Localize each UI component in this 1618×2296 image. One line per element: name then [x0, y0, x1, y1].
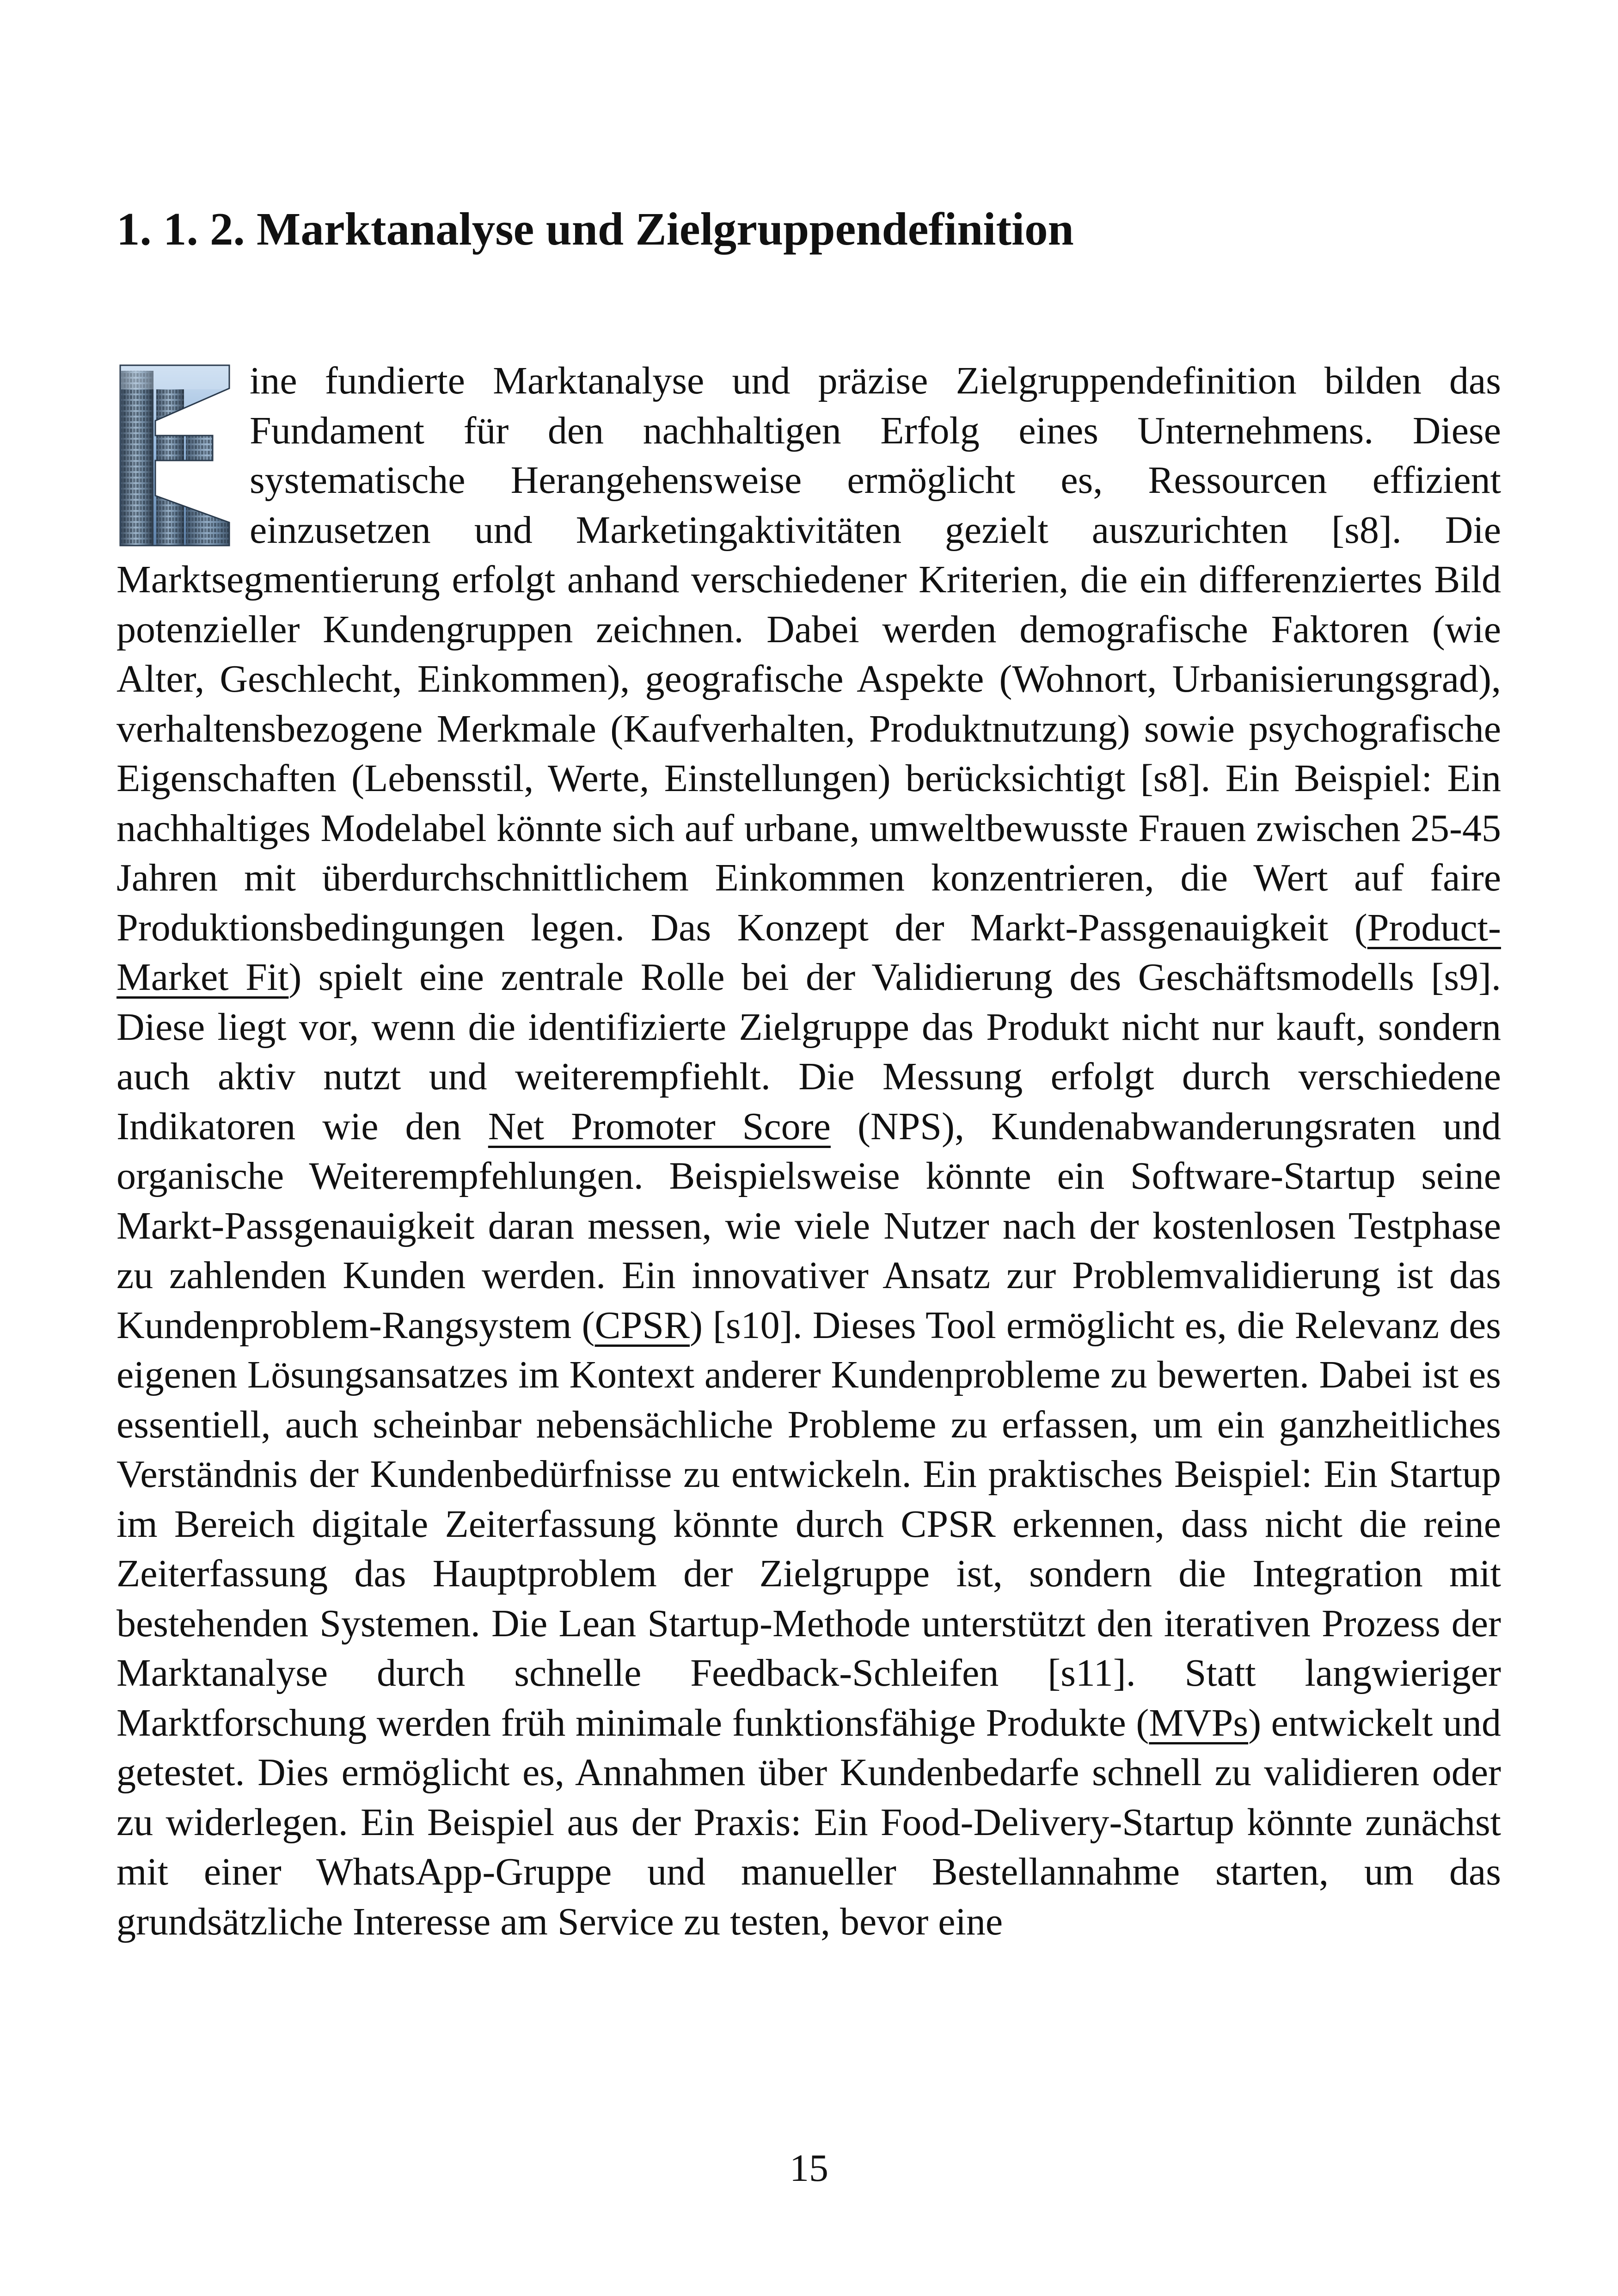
- section-heading: 1. 1. 2. Marktanalyse und Zielgruppendefinition: [116, 203, 1074, 255]
- body-paragraph: [116, 356, 1501, 1946]
- net-promoter-score-link[interactable]: Net Promoter Score: [488, 1105, 831, 1148]
- cpsr-link[interactable]: CPSR: [594, 1303, 690, 1347]
- body-text-segment: ) entwickelt und getestet. Dies ermöglicht es, Annahmen über Kundenbedarfe schnell zu validieren oder zu widerlegen. Ein Beispiel aus der Praxis: Ein Food-Delivery-Startup könnte zunächst mit einer WhatsApp-Gruppe und manueller Bestellannahme starten, um das grundsätzliche Interesse am Service zu testen, bevor eine: [116, 1701, 1501, 1943]
- product-market-fit-link[interactable]: Product-Market Fit: [116, 906, 1501, 999]
- body-text-segment: ) [s10]. Dieses Tool ermöglicht es, die Relevanz des eigenen Lösungsansatzes im Kontext anderer Kundenprobleme zu bewerten. Dabei ist es essentiell, auch scheinbar nebensächliche Probleme zu erfassen, um ein ganzheitliches Verständnis der Kundenbedürfnisse zu entwickeln. Ein praktisches Beispiel: Ein Startup im Bereich digitale Zeiterfassung könnte durch CPSR erkennen, dass nicht die reine Zeiterfassung das Hauptproblem der Zielgruppe ist, sondern die Integration mit bestehenden Systemen. Die Lean Startup-Methode unterstützt den iterativen Prozess der Marktanalyse durch schnelle Feedback-Schleifen [s11]. Statt langwieriger Marktforschung werden früh minimale funktionsfähige Produkte (: [116, 1303, 1501, 1744]
- body-text-segment: (NPS), Kundenabwanderungsraten und organische Weiterempfehlungen. Beispielsweise könnte ein Software-Startup seine Markt-Passgenauigkeit daran messen, wie viele Nutzer nach der kostenlosen Testphase zu zahlenden Kunden werden. Ein innovativer Ansatz zur Problemvalidierung ist das Kundenproblem-Rangsystem (: [116, 1105, 1501, 1347]
- body-text-segment: ine fundierte Marktanalyse und präzise Zielgruppendefinition bilden das Fundament für den nachhaltigen Erfolg eines Unternehmens. Diese systematische Herangehensweise ermöglicht es, Ressourcen effizient einzusetzen und Marketingaktivitäten gezielt auszurichten [s8]. Die Marktsegmentierung erfolgt anhand verschiedener Kriterien, die ein differenziertes Bild potenzieller Kundengruppen zeichnen. Dabei werden demografische Faktoren (wie Alter, Geschlecht, Einkommen), geografische Aspekte (Wohnort, Urbanisierungsgrad), verhaltensbezogene Merkmale (Kaufverhalten, Produktnutzung) sowie psychografische Eigenschaften (Lebensstil, Werte, Einstellungen) berücksichtigt [s8]. Ein Beispiel: Ein nachhaltiges Modelabel könnte sich auf urbane, umweltbewusste Frauen zwischen 25-45 Jahren mit überdurchschnittlichem Einkommen konzentrieren, die Wert auf faire Produktionsbedingungen legen. Das Konzept der Markt-Passgenauigkeit (: [116, 359, 1501, 949]
- body-text-segment: ) spielt eine zentrale Rolle bei der Validierung des Geschäftsmodells [s9]. Diese liegt vor, wenn die identifizierte Zielgruppe das Produkt nicht nur kauft, sondern auch aktiv nutzt und weiterempfiehlt. Die Messung erfolgt durch verschiedene Indikatoren wie den: [116, 956, 1501, 1148]
- dropcap-letter-e-icon: [116, 362, 233, 549]
- page-number: 15: [790, 2147, 828, 2190]
- mvps-link[interactable]: MVPs: [1149, 1701, 1249, 1744]
